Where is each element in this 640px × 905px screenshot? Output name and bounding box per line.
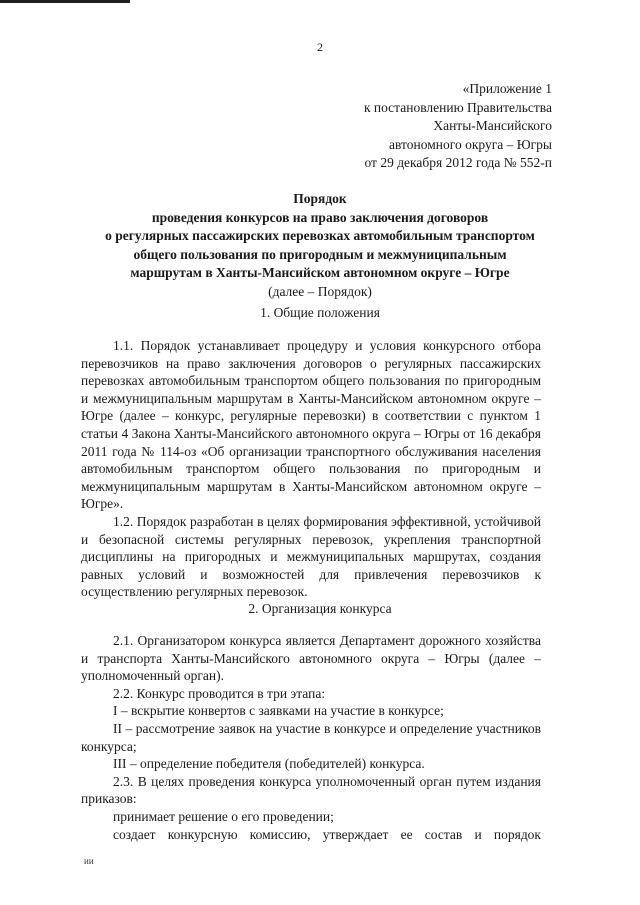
document-title xyxy=(60,190,580,301)
stage-1: I – вскрытие конвертов с заявками на участие в конкурсе; xyxy=(113,703,444,719)
paragraph-2-3: 2.3. В целях проведения конкурса уполномоченный орган путем издания приказов: xyxy=(81,773,541,807)
title-line-4: общего пользования по пригородным и межмуниципальным xyxy=(133,246,507,262)
page-number: 2 xyxy=(317,40,323,54)
footer-mark: ии xyxy=(84,856,94,866)
appendix-line-5: от 29 декабря 2012 года № 552-п xyxy=(364,155,552,170)
title-line-1: Порядок xyxy=(293,191,347,206)
paragraph-2-1: 2.1. Организатором конкурса является Департамент дорожного хозяйства и транспорта Ханты-Мансийского автономного округа – Югры (далее – уполномоченный орган). xyxy=(81,633,541,684)
paragraph-1-1: 1.1. Порядок устанавливает процедуру и условия конкурсного отбора перевозчиков на право заключения договоров о регулярных пассажирских перевозках автомобильным транспортом общего пользования по пригородным и межмуниципальным маршрутам в Ханты-Мансийском автономном округе – Югре (далее – конкурс, регулярные перевозки) в соответствии с пунктом 1 статьи 4 Закона Ханты-Мансийского автономного округа – Югры от 16 декабря 2011 года № 114-оз «Об организации транспортного обслуживания населения автомобильным транспортом общего пользования по пригородным и межмуниципальным маршрутам в Ханты-Мансийском автономном округе – Югре». xyxy=(81,338,541,512)
stage-2: II – рассмотрение заявок на участие в конкурсе и определение участников конкурса; xyxy=(81,720,541,754)
section-2-body xyxy=(81,632,541,843)
appendix-line-2: к постановлению Правительства xyxy=(363,99,552,115)
appendix-line-3: Ханты-Мансийского xyxy=(433,118,552,133)
appendix-line-1: «Приложение 1 xyxy=(462,81,552,96)
stage-3: III – определение победителя (победителей) конкурса. xyxy=(113,756,425,772)
order-item-2: создает конкурсную комиссию, утверждает ее состав и порядок xyxy=(113,826,541,842)
title-line-5: маршрутам в Ханты-Мансийском автономном округе – Югре xyxy=(130,265,510,280)
title-line-3: о регулярных пассажирских перевозках автомобильным транспортом xyxy=(105,228,535,243)
section-1-heading: 1. Общие положения xyxy=(260,305,380,320)
title-line-6: (далее – Порядок) xyxy=(268,283,372,299)
title-line-2: проведения конкурсов на право заключения договоров xyxy=(151,209,489,225)
scan-edge-line xyxy=(0,0,130,3)
paragraph-1-2: 1.2. Порядок разработан в целях формирования эффективной, устойчивой и безопасной системы регулярных перевозок, укрепления транспортной дисциплины на пригородных и межмуниципальных маршрутах, создания равных условий и возможностей для привлечения перевозчиков к осуществлению регулярных перевозок. xyxy=(81,513,541,600)
appendix-header xyxy=(364,80,552,173)
section-2-heading: 2. Организация конкурса xyxy=(248,601,392,616)
appendix-line-4: автономного округа – Югры xyxy=(389,136,552,152)
paragraph-2-2: 2.2. Конкурс проводится в три этапа: xyxy=(113,685,326,701)
section-1-body xyxy=(81,337,541,601)
order-item-1: принимает решение о его проведении; xyxy=(113,808,334,824)
